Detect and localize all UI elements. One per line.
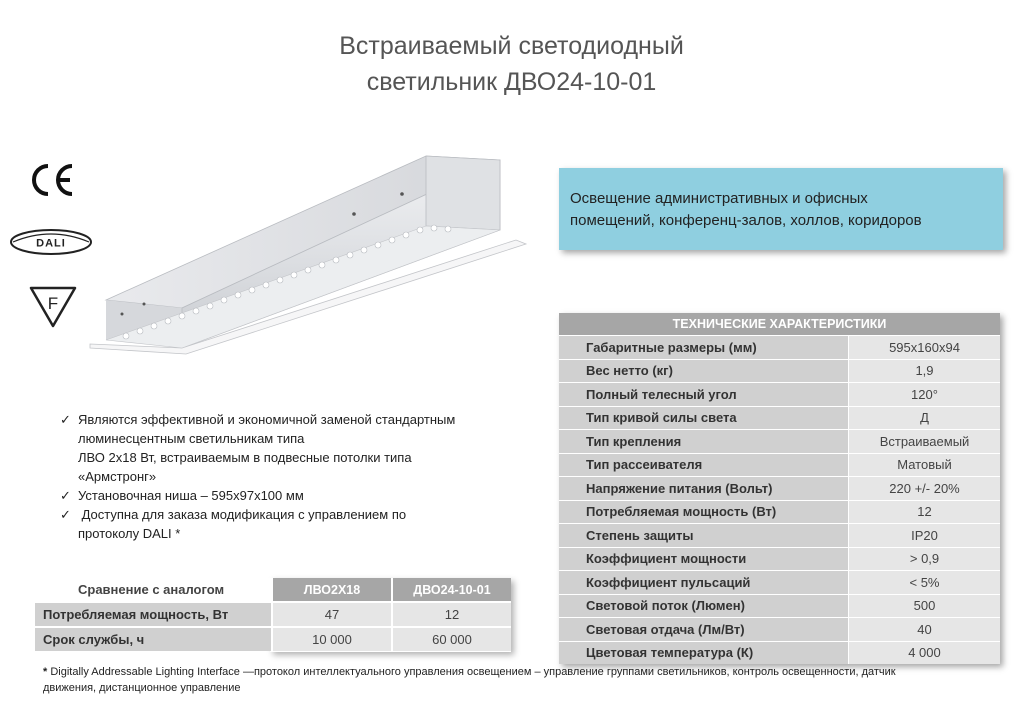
- spec-value: 500: [849, 594, 1000, 618]
- spec-value: Матовый: [849, 453, 1000, 477]
- table-row: [559, 382, 1000, 406]
- table-row: [35, 626, 511, 651]
- comparison-key: Срок службы, ч: [35, 626, 271, 651]
- table-row: [559, 453, 1000, 477]
- spec-table: [559, 313, 1000, 664]
- dali-logo-icon: [9, 228, 93, 256]
- spec-key: Тип рассеивателя: [559, 453, 849, 477]
- spec-value: < 5%: [849, 570, 1000, 594]
- spec-key: Напряжение питания (Вольт): [559, 476, 849, 500]
- spec-value: 40: [849, 617, 1000, 641]
- comparison-col-analog: ЛВО2Х18: [271, 578, 391, 601]
- feature-item: [60, 486, 510, 505]
- footnote-line-2: движения, дистанционное управление: [43, 682, 241, 694]
- feature-line: «Армстронг»: [78, 469, 157, 484]
- spec-key: Степень защиты: [559, 523, 849, 547]
- features-list: [60, 410, 510, 543]
- comparison-table: [35, 578, 511, 651]
- comparison-value-analog: 47: [271, 601, 391, 626]
- table-row: [559, 359, 1000, 383]
- spec-value: 120°: [849, 382, 1000, 406]
- table-row: [559, 617, 1000, 641]
- spec-key: Световая отдача (Лм/Вт): [559, 617, 849, 641]
- feature-item: [60, 505, 510, 543]
- spec-value: 4 000: [849, 641, 1000, 665]
- feature-line: Являются эффективной и экономичной заменой стандартным: [78, 412, 456, 427]
- table-row: [559, 523, 1000, 547]
- feature-line: протоколу DALI *: [78, 526, 181, 541]
- check-icon: ✓: [60, 412, 71, 427]
- table-row: [559, 406, 1000, 430]
- spec-value: 1,9: [849, 359, 1000, 383]
- footnote-text-1: Digitally Addressable Lighting Interface —протокол интеллектуального управления освещением – управление группами светильников, контроль освещенности, датчик: [47, 666, 896, 678]
- f-mark-icon: [28, 285, 78, 329]
- feature-line: Установочная ниша – 595х97х100 мм: [78, 488, 304, 503]
- spec-value: Д: [849, 406, 1000, 430]
- spec-value: 595х160х94: [849, 335, 1000, 359]
- f-mark-text: F: [47, 294, 59, 313]
- table-row: [559, 570, 1000, 594]
- table-row: [559, 335, 1000, 359]
- spec-key: Тип крепления: [559, 429, 849, 453]
- spec-key: Коэффициент пульсаций: [559, 570, 849, 594]
- feature-line: Доступна для заказа модификация с управлением по: [78, 507, 407, 522]
- spec-key: Цветовая температура (К): [559, 641, 849, 665]
- feature-line: ЛВО 2х18 Вт, встраиваемым в подвесные потолки типа: [78, 450, 412, 465]
- spec-value: 12: [849, 500, 1000, 524]
- dali-logo-text: DALI: [36, 237, 66, 250]
- comparison-value-analog: 10 000: [271, 626, 391, 651]
- check-icon: ✓: [60, 507, 71, 522]
- feature-line: люминесцентным светильникам типа: [78, 431, 305, 446]
- comparison-caption: Сравнение с аналогом: [35, 578, 271, 601]
- title-line-2: светильник ДВО24-10-01: [366, 68, 657, 96]
- table-row: [559, 429, 1000, 453]
- applications-box: [559, 168, 1003, 250]
- comparison-col-product: ДВО24-10-01: [391, 578, 511, 601]
- page-title: [0, 28, 1023, 100]
- comparison-value-product: 60 000: [391, 626, 511, 651]
- table-row: [35, 601, 511, 626]
- spec-value: 220 +/- 20%: [849, 476, 1000, 500]
- applications-line-1: Освещение административных и офисных: [570, 190, 868, 207]
- comparison-key: Потребляемая мощность, Вт: [35, 601, 271, 626]
- table-row: [559, 476, 1000, 500]
- table-row: [559, 594, 1000, 618]
- spec-value: > 0,9: [849, 547, 1000, 571]
- table-row: [559, 641, 1000, 665]
- applications-line-2: помещений, конференц-залов, холлов, коридоров: [570, 211, 922, 229]
- spec-key: Вес нетто (кг): [559, 359, 849, 383]
- comparison-value-product: 12: [391, 601, 511, 626]
- feature-item: [60, 410, 510, 486]
- spec-value: IP20: [849, 523, 1000, 547]
- ce-mark-icon: [28, 162, 76, 198]
- footnote-star: *: [43, 666, 48, 678]
- check-icon: ✓: [60, 488, 71, 503]
- spec-table-header: ТЕХНИЧЕСКИЕ ХАРАКТЕРИСТИКИ: [559, 313, 1000, 335]
- spec-key: Полный телесный угол: [559, 382, 849, 406]
- title-line-1: Встраиваемый светодиодный: [339, 32, 684, 60]
- comparison-header-row: [35, 578, 511, 601]
- footnote: [43, 664, 1003, 696]
- spec-key: Световой поток (Люмен): [559, 594, 849, 618]
- spec-key: Потребляемая мощность (Вт): [559, 500, 849, 524]
- table-row: [559, 500, 1000, 524]
- luminaire-illustration: [86, 148, 532, 358]
- footnote-line-1: [43, 664, 1003, 680]
- spec-key: Коэффициент мощности: [559, 547, 849, 571]
- table-row: [559, 547, 1000, 571]
- spec-key: Габаритные размеры (мм): [559, 335, 849, 359]
- spec-key: Тип кривой силы света: [559, 406, 849, 430]
- spec-value: Встраиваемый: [849, 429, 1000, 453]
